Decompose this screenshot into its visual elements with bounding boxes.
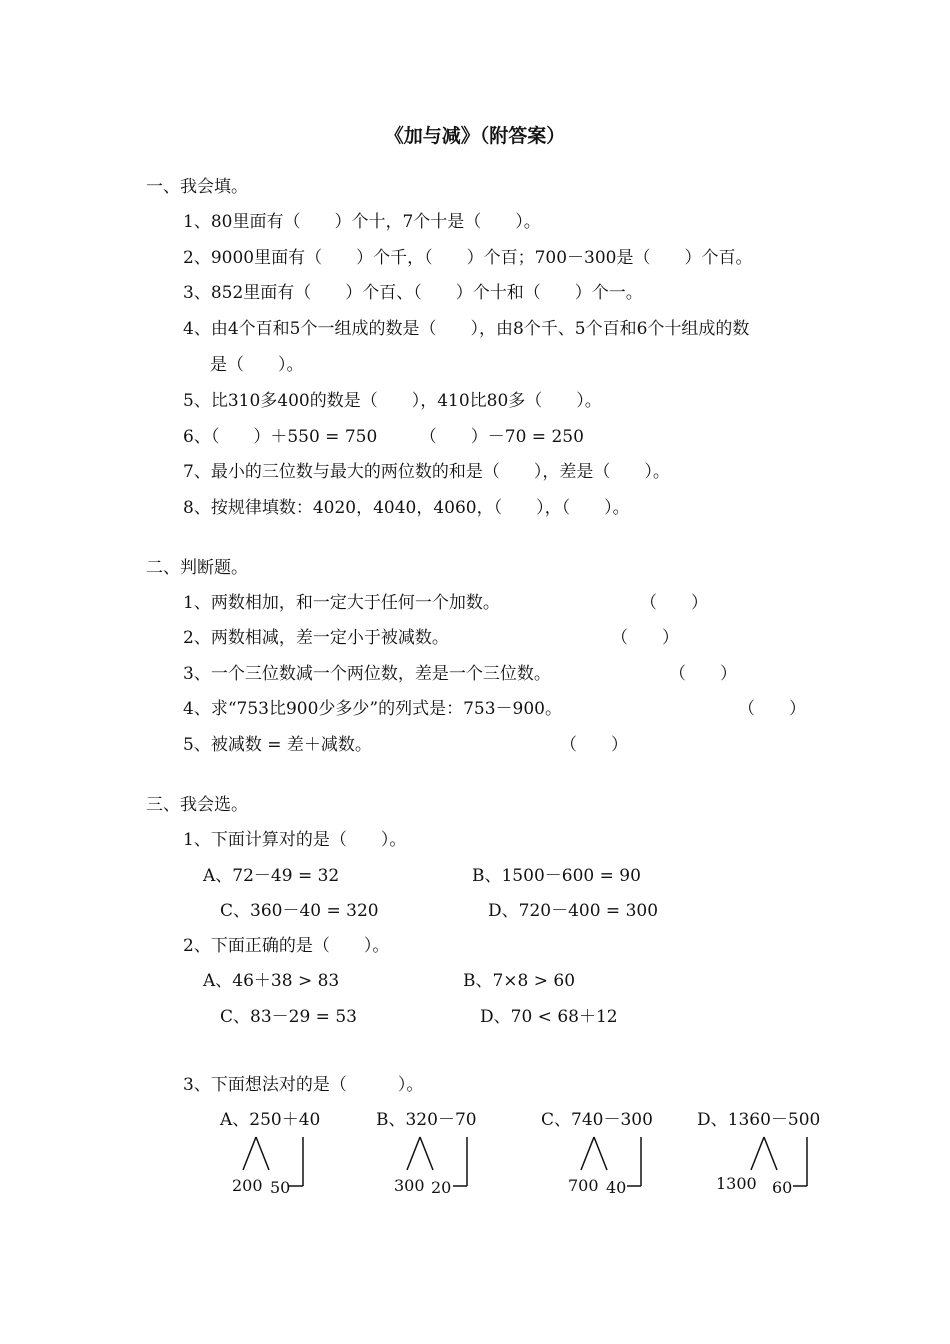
fill-question-6: 6、（ ）＋550 = 750 （ ）－70 = 250 — [183, 427, 584, 447]
choice-3-option-c-label: C、740－300 — [541, 1110, 653, 1130]
judge-answer-blank-1: （ ） — [640, 593, 708, 613]
fill-question-4-continued: 是（ ）。 — [210, 355, 304, 375]
fill-question-7: 7、最小的三位数与最大的两位数的和是（ ），差是（ ）。 — [183, 462, 670, 482]
choice-2-option-a: A、46＋38 > 83 — [203, 971, 340, 991]
fill-question-4: 4、由4个百和5个一组成的数是（ ），由8个千、5个百和6个十组成的数 — [183, 319, 750, 339]
choice-3-option-c-left-number: 700 — [568, 1176, 599, 1195]
choice-3-option-a-right-number: 50 — [270, 1178, 291, 1197]
choice-question-3: 3、下面想法对的是（ ）。 — [183, 1075, 424, 1095]
choice-question-2: 2、下面正确的是（ ）。 — [183, 936, 390, 956]
choice-3-option-a-label: A、250＋40 — [220, 1110, 321, 1130]
fill-question-2: 2、9000里面有（ ）个千，（ ）个百；700－300是（ ）个百。 — [183, 248, 753, 268]
fill-question-3: 3、852里面有（ ）个百、（ ）个十和（ ）个一。 — [183, 283, 643, 303]
judge-question-2: 2、两数相减，差一定小于被减数。 — [183, 628, 449, 648]
page-title: 《加与减》（附答案） — [384, 125, 566, 147]
judge-answer-blank-4: （ ） — [738, 699, 806, 719]
choice-2-option-d: D、70 < 68＋12 — [480, 1007, 618, 1027]
fill-question-8: 8、按规律填数：4020，4040，4060，（ ），（ ）。 — [183, 498, 630, 518]
choice-3-option-d-right-number: 60 — [772, 1178, 793, 1197]
section-heading-judge: 二、判断题。 — [146, 558, 248, 578]
choice-1-option-a: A、72－49 = 32 — [203, 866, 340, 886]
judge-answer-blank-2: （ ） — [611, 628, 679, 648]
choice-3-option-a-left-number: 200 — [232, 1176, 263, 1195]
choice-3-option-d-label: D、1360－500 — [697, 1110, 821, 1130]
judge-answer-blank-5: （ ） — [560, 735, 628, 755]
choice-1-option-c: C、360－40 = 320 — [220, 901, 379, 921]
choice-3-option-b-right-number: 20 — [431, 1178, 452, 1197]
section-heading-fill: 一、我会填。 — [146, 177, 248, 197]
choice-2-option-b: B、7×8 > 60 — [463, 971, 576, 991]
fill-question-1: 1、80里面有（ ）个十，7个十是（ ）。 — [183, 212, 541, 232]
choice-2-option-c: C、83－29 = 53 — [220, 1007, 357, 1027]
choice-1-option-d: D、720－400 = 300 — [488, 901, 659, 921]
judge-question-3: 3、一个三位数减一个两位数，差是一个三位数。 — [183, 664, 551, 684]
section-heading-choose: 三、我会选。 — [146, 795, 248, 815]
judge-question-1: 1、两数相加，和一定大于任何一个加数。 — [183, 593, 500, 613]
judge-question-5: 5、被减数 = 差＋减数。 — [183, 735, 372, 755]
choice-1-option-b: B、1500－600 = 90 — [472, 866, 641, 886]
judge-question-4: 4、求“753比900少多少”的列式是：753－900。 — [183, 699, 562, 719]
choice-3-option-c-right-number: 40 — [606, 1178, 627, 1197]
judge-answer-blank-3: （ ） — [669, 664, 737, 684]
choice-3-option-b-left-number: 300 — [394, 1176, 425, 1195]
fill-question-5: 5、比310多400的数是（ ），410比80多（ ）。 — [183, 391, 602, 411]
choice-3-option-d-left-number: 1300 — [716, 1174, 757, 1193]
choice-question-1: 1、下面计算对的是（ ）。 — [183, 830, 407, 850]
choice-3-option-b-label: B、320－70 — [376, 1110, 477, 1130]
